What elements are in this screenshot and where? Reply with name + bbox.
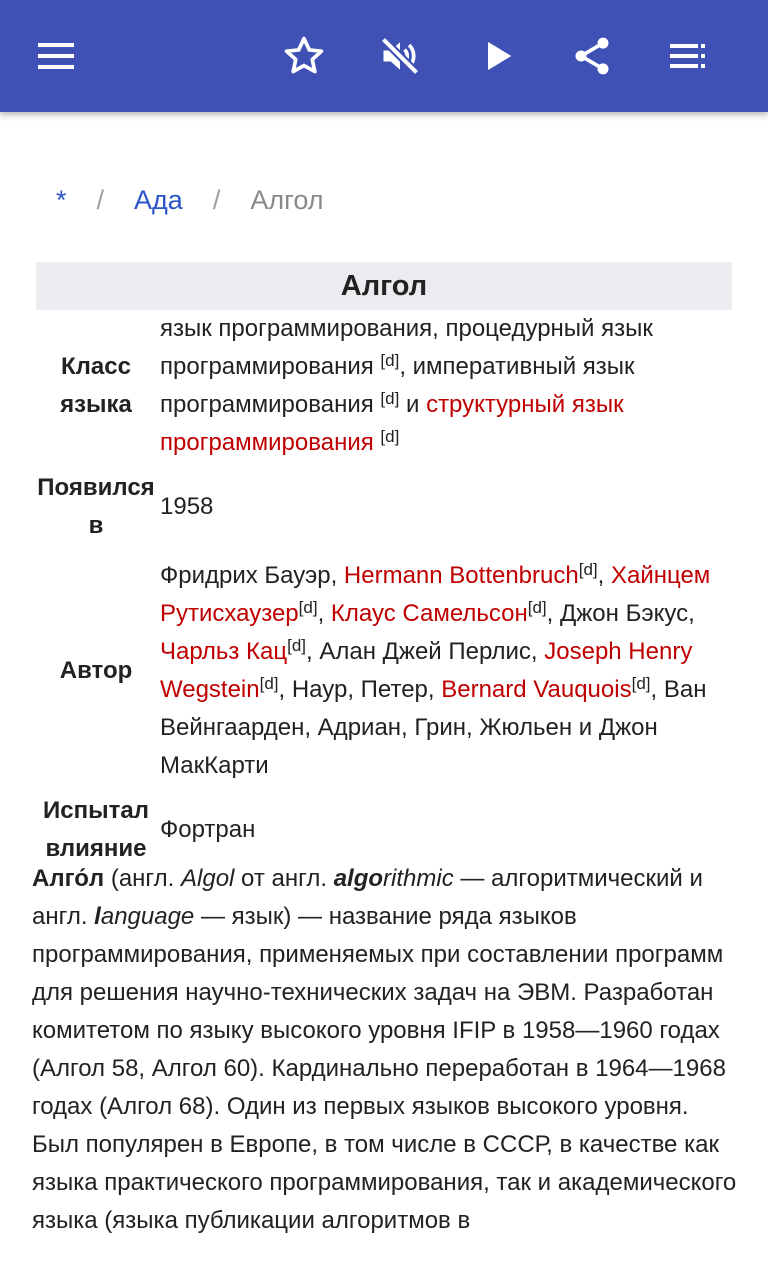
mute-icon bbox=[378, 34, 422, 78]
author-text: , Джон Бэкус, bbox=[546, 600, 695, 627]
breadcrumb-separator: / bbox=[212, 184, 221, 215]
breadcrumb-parent-link[interactable]: Ада bbox=[134, 184, 183, 215]
breadcrumb bbox=[56, 178, 324, 222]
author-link[interactable]: Hermann Bottenbruch bbox=[343, 562, 579, 589]
author-text: , Алан Джей Перлис, bbox=[306, 638, 545, 665]
algorithmic-rest: rithmic bbox=[383, 865, 454, 892]
infobox-value-author bbox=[160, 552, 732, 790]
article-text: от англ. bbox=[234, 865, 334, 892]
author-link[interactable]: Joseph Henry Wegstein bbox=[160, 638, 693, 703]
wikidata-ref[interactable]: [d] bbox=[287, 636, 307, 655]
author-text: , Наур, Петер, bbox=[278, 676, 442, 703]
author-link[interactable]: Хайнцем Рутисхаузер bbox=[160, 562, 711, 627]
infobox-row-class bbox=[36, 310, 732, 462]
author-link[interactable]: Чарльз Кац bbox=[160, 638, 288, 665]
article-text: — язык) — название ряда языков программирования, применяемых при составлении программ для решения научно-технических задач на ЭВМ. Разработан комитетом по языку высокого уровня IFIP в 1958—1960 годах (Алгол 58, Алгол 60). Кардинально переработан в 1964—1968 годах (Алгол 68). Один из первых языков высокого уровня. Был популярен в Европе, в том числе в СССР, в качестве как языка практического программирования, так и академического языка (языка публикации алгоритмов в bbox=[32, 903, 737, 1234]
class-text: язык программирования, процедурный язык программирования bbox=[160, 315, 653, 380]
mute-button[interactable] bbox=[372, 28, 428, 84]
article-term: Алго́л bbox=[32, 865, 105, 892]
article-text: — алгоритмический и англ. bbox=[32, 865, 703, 930]
contents-button[interactable] bbox=[660, 28, 716, 84]
infobox-value-appeared: 1958 bbox=[160, 493, 214, 520]
wikidata-ref[interactable]: [d] bbox=[259, 674, 279, 693]
infobox bbox=[36, 262, 732, 870]
breadcrumb-current: Алгол bbox=[250, 184, 324, 215]
play-button[interactable] bbox=[470, 28, 526, 84]
play-icon bbox=[478, 36, 518, 76]
infobox-label-author: Автор bbox=[59, 657, 133, 684]
infobox-label-appeared: Появился в bbox=[37, 474, 155, 539]
app-bar bbox=[0, 0, 768, 112]
algol-word: Algol bbox=[181, 865, 235, 892]
structured-language-link[interactable]: структурный язык программирования bbox=[160, 391, 624, 456]
language-bold-part: l bbox=[94, 903, 101, 930]
class-text: и bbox=[399, 391, 427, 418]
author-text: , Ван Вейнгаарден, Адриан, Грин, Жюльен и Джон МакКарти bbox=[160, 676, 707, 779]
star-icon bbox=[282, 34, 326, 78]
language-rest: anguage bbox=[100, 903, 195, 930]
article-paragraph bbox=[32, 860, 740, 1240]
language-word bbox=[94, 903, 194, 930]
infobox-row-author bbox=[36, 552, 732, 790]
breadcrumb-separator: / bbox=[96, 184, 105, 215]
wikidata-ref[interactable]: [d] bbox=[380, 351, 400, 370]
wikidata-ref[interactable]: [d] bbox=[298, 598, 318, 617]
menu-icon bbox=[36, 36, 76, 76]
wikidata-ref[interactable]: [d] bbox=[380, 389, 400, 408]
infobox-row-appeared bbox=[36, 462, 732, 552]
menu-button[interactable] bbox=[28, 28, 84, 84]
wikidata-ref[interactable]: [d] bbox=[527, 598, 547, 617]
wikidata-ref[interactable]: [d] bbox=[578, 560, 598, 579]
share-icon bbox=[570, 34, 614, 78]
author-text: , bbox=[317, 600, 331, 627]
infobox-value-influenced: Фортран bbox=[160, 816, 256, 843]
author-link[interactable]: Bernard Vauquois bbox=[441, 676, 632, 703]
breadcrumb-root-link[interactable]: * bbox=[56, 184, 67, 215]
infobox-label-class: Класс языка bbox=[60, 353, 132, 418]
class-text: , императивный язык программирования bbox=[160, 353, 635, 418]
algorithmic-bold-part: algo bbox=[333, 865, 384, 892]
wikidata-ref[interactable]: [d] bbox=[631, 674, 651, 693]
list-icon bbox=[668, 36, 708, 76]
infobox-row-influenced bbox=[36, 790, 732, 870]
author-text: , bbox=[597, 562, 611, 589]
wikidata-ref[interactable]: [d] bbox=[380, 427, 400, 446]
infobox-value-class bbox=[160, 310, 732, 462]
share-button[interactable] bbox=[564, 28, 620, 84]
algorithmic-word bbox=[334, 865, 454, 892]
author-text: Фридрих Бауэр, bbox=[160, 562, 344, 589]
article-text: (англ. bbox=[104, 865, 181, 892]
author-link[interactable]: Клаус Самельсон bbox=[330, 600, 528, 627]
infobox-title: Алгол bbox=[36, 262, 732, 310]
bookmark-button[interactable] bbox=[276, 28, 332, 84]
infobox-label-influenced: Испытал влияние bbox=[43, 797, 149, 862]
